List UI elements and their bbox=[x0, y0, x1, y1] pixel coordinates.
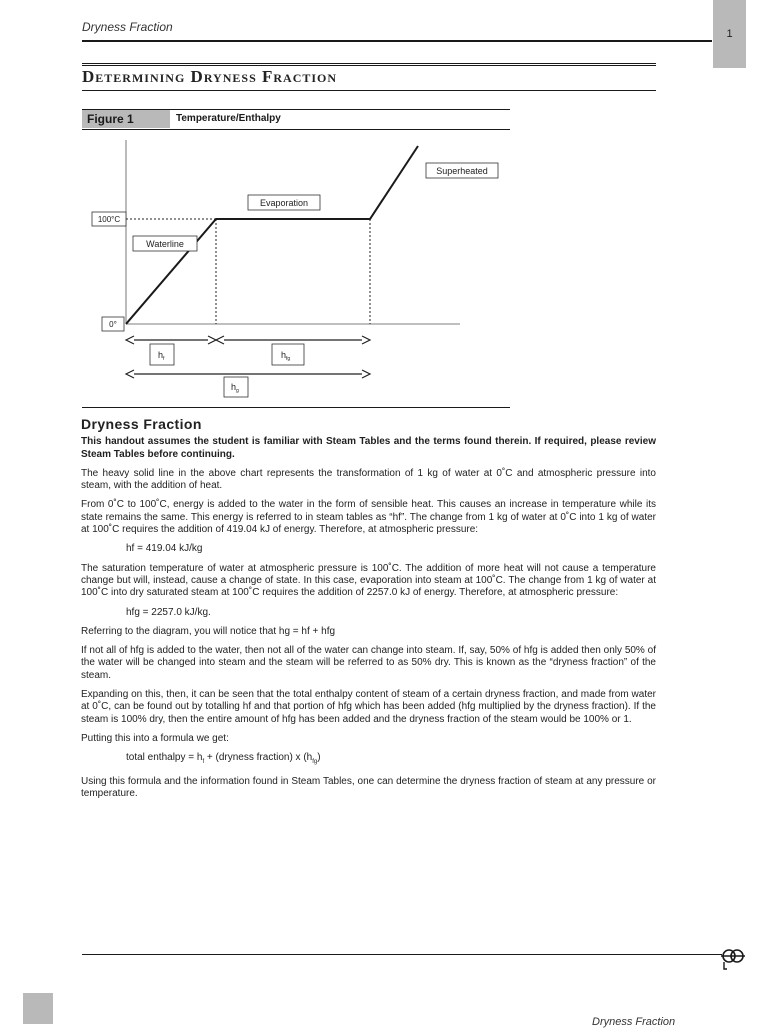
temperature-enthalpy-diagram bbox=[82, 130, 512, 405]
hfg-label: $h_{fg}$ bbox=[281, 350, 291, 362]
section-rule-top bbox=[82, 63, 656, 64]
evaporation-label: Evaporation bbox=[259, 198, 309, 208]
footer-title: Dryness Fraction bbox=[592, 1016, 676, 1028]
header-title: Dryness Fraction bbox=[82, 20, 173, 34]
figure-label: Figure 1 bbox=[82, 110, 170, 128]
section-title: Determining Dryness Fraction bbox=[82, 67, 338, 86]
figure-bottom-rule bbox=[82, 407, 510, 408]
steam-process-line bbox=[126, 146, 418, 324]
formula-hf: hf = 419.04 kJ/kg bbox=[126, 543, 203, 555]
hg-label: $h_g$ bbox=[231, 382, 239, 394]
paragraph-4: Referring to the diagram, you will notice that hg = hf + hfg bbox=[81, 625, 336, 637]
header-rule bbox=[82, 40, 712, 42]
paragraph-8: Using this formula and the information found in Steam Tables, one can determine the dryness fraction of steam at any pressure or temperature. bbox=[81, 775, 656, 799]
formula-total-enthalpy: total enthalpy = $h_f$ + (dryness fraction) x $(h_{fg})$ bbox=[126, 752, 321, 766]
superheated-label: Superheated bbox=[436, 166, 488, 176]
footer-rule bbox=[82, 954, 722, 955]
temp-0-label: 0° bbox=[109, 320, 117, 329]
waterline-label: Waterline bbox=[146, 239, 184, 249]
paragraph-5: If not all of hfg is added to the water, then not all of the water can change into steam. If, say, 50% of hfg is added then only 50% of the water will be changed into steam and the steam will be referred to as 50% dry. This is known as the “dryness fraction” of the steam. bbox=[81, 645, 656, 681]
body-heading: Dryness Fraction bbox=[81, 416, 202, 432]
paragraph-3: The saturation temperature of water at atmospheric pressure is 100˚C. The addition of more heat will not cause a temperature change but will, instead, cause a change of state. In this case, evaporation into steam at 100˚C. The change from 1 kg of water at 100˚C into dry saturated steam at 100˚C requires the addition of 2257.0 kJ of energy. Therefore, at atmospheric pressure: bbox=[81, 562, 656, 599]
formula-hfg: hfg = 2257.0 kJ/kg. bbox=[126, 606, 211, 618]
intro-paragraph: This handout assumes the student is familiar with Steam Tables and the terms found therein. If required, please review Steam Tables before continuing. bbox=[81, 436, 656, 460]
section-rule-top-2 bbox=[82, 65, 656, 66]
paragraph-1: The heavy solid line in the above chart represents the transformation of 1 kg of water at 0˚C and atmospheric pressure into steam, with the addition of heat. bbox=[81, 467, 656, 492]
paragraph-6: Expanding on this, then, it can be seen that the total enthalpy content of steam of a certain dryness fraction, and made from water at 0˚C, can be found out by totalling hf and that portion of hfg which has been added (hfg multiplied by the dryness fraction). If the steam is 100% dry, then the entire amount of hfg has been added and the dryness fraction of the steam would be 100% or 1. bbox=[81, 689, 656, 725]
page-number: 1 bbox=[726, 28, 733, 40]
paragraph-7: Putting this into a formula we get: bbox=[81, 732, 229, 744]
paragraph-2: From 0˚C to 100˚C, energy is added to the water in the form of sensible heat. This causes an increase in temperature while its state remains the same. This energy is referred to in steam tables as “hf”. The change from 1 kg of water at 0˚C into 1 kg of water at 100˚C requires the addition of 419.04 kJ of energy. Therefore, at atmospheric pressure: bbox=[81, 499, 656, 536]
footer-tab bbox=[23, 993, 53, 1024]
body-content bbox=[81, 418, 656, 807]
hf-label: $h_f$ bbox=[158, 350, 165, 362]
section-rule-bottom bbox=[82, 90, 656, 91]
temp-100-label: 100°C bbox=[97, 215, 121, 224]
company-logo-icon bbox=[718, 942, 748, 972]
figure-caption: Temperature/Enthalpy bbox=[176, 113, 281, 124]
